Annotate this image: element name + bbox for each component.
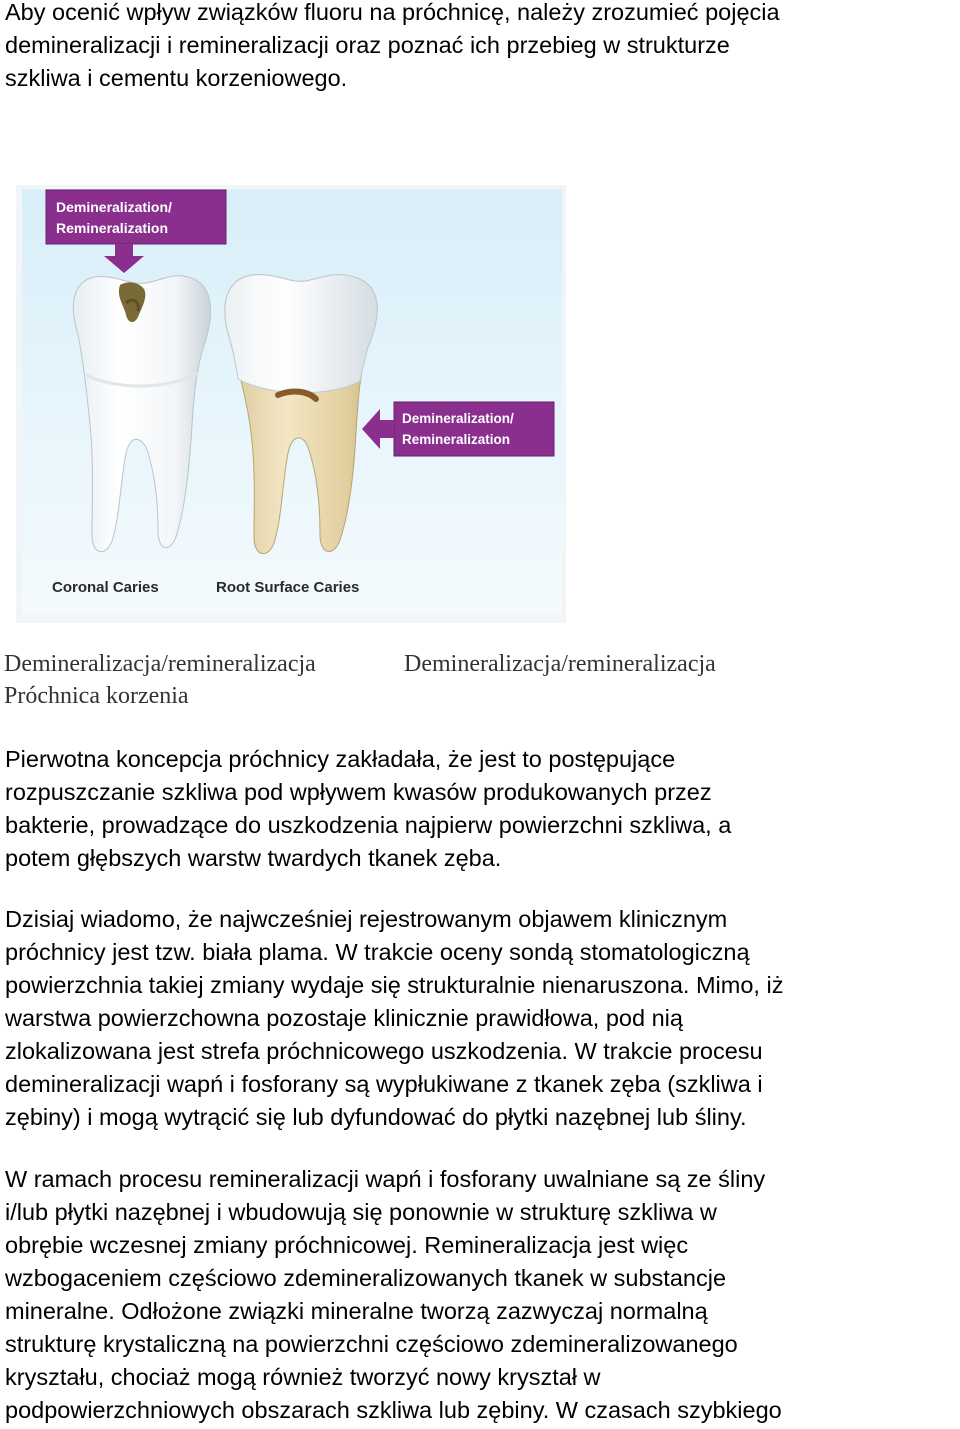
label-top-line1: Demineralization/ xyxy=(56,199,172,215)
arrow-shaft xyxy=(115,244,133,256)
text-line: próchnicy jest tzw. biała plama. W trakcie oceny sondą stomatologiczną xyxy=(5,939,750,965)
text-line: podpowierzchniowych obszarach szkliwa lub zębiny. W czasach szybkiego xyxy=(5,1397,782,1423)
label-right-line1: Demineralization/ xyxy=(402,411,514,426)
text-line: kryształu, chociaż mogą również tworzyć nowy kryształ w xyxy=(5,1364,601,1390)
text-line: strukturę krystaliczną na powierzchni częściowo zdemineralizowanego xyxy=(5,1331,738,1357)
caption-coronal-caries: Coronal Caries xyxy=(52,579,159,596)
tooth-caries-figure xyxy=(16,185,566,623)
text-line: bakterie, prowadzące do uszkodzenia najpierw powierzchni szkliwa, a xyxy=(5,812,732,838)
text-line: szkliwa i cementu korzeniowego. xyxy=(5,65,348,91)
caption-root-surface-caries: Root Surface Caries xyxy=(216,579,360,596)
figure-caption-right xyxy=(404,648,716,680)
text-line: demineralizacji wapń i fosforany są wypłukiwane z tkanek zęba (szkliwa i xyxy=(5,1071,763,1097)
text-line: mineralne. Odłożone związki mineralne tworzą zazwyczaj normalną xyxy=(5,1298,708,1324)
text-line: Pierwotna koncepcja próchnicy zakładała, że jest to postępujące xyxy=(5,746,676,772)
caption-line: Próchnica korzenia xyxy=(4,683,189,709)
figure-caption-left xyxy=(4,648,316,712)
text-line: W ramach procesu remineralizacji wapń i fosforany uwalniane są ze śliny xyxy=(5,1166,766,1192)
text-line: Dzisiaj wiadomo, że najwcześniej rejestrowanym objawem klinicznym xyxy=(5,906,728,932)
arrow-shaft xyxy=(380,420,394,438)
text-line: demineralizacji i remineralizacji oraz poznać ich przebieg w strukturze xyxy=(5,32,730,58)
text-line: rozpuszczanie szkliwa pod wpływem kwasów produkowanych przez xyxy=(5,779,712,805)
paragraph-3 xyxy=(5,1163,782,1427)
caption-line: Demineralizacja/remineralizacja xyxy=(4,651,316,677)
text-line: zlokalizowana jest strefa próchnicowego uszkodzenia. W trakcie procesu xyxy=(5,1038,763,1064)
caption-line: Demineralizacja/remineralizacja xyxy=(404,651,716,677)
text-line: obrębie wczesnej zmiany próchnicowej. Remineralizacja jest więc xyxy=(5,1232,689,1258)
text-line: wzbogaceniem częściowo zdemineralizowanych tkanek w substancje xyxy=(5,1265,727,1291)
text-line: powierzchnia takiej zmiany wydaje się strukturalnie nienaruszona. Mimo, iż xyxy=(5,972,784,998)
text-line: potem głębszych warstw twardych tkanek zęba. xyxy=(5,845,502,871)
intro-paragraph xyxy=(5,0,780,95)
label-top-line2: Remineralization xyxy=(56,220,169,236)
text-line: Aby ocenić wpływ związków fluoru na próchnicę, należy zrozumieć pojęcia xyxy=(5,0,780,25)
label-right-line2: Remineralization xyxy=(402,432,511,447)
text-line: warstwa powierzchowna pozostaje klinicznie prawidłowa, pod nią xyxy=(5,1005,683,1031)
paragraph-2 xyxy=(5,903,783,1134)
text-line: i/lub płytki nazębnej i wbudowują się ponownie w strukturę szkliwa w xyxy=(5,1199,717,1225)
paragraph-1 xyxy=(5,743,731,875)
text-line: zębiny) i mogą wytrącić się lub dyfundować do płytki nazębnej lub śliny. xyxy=(5,1104,747,1130)
